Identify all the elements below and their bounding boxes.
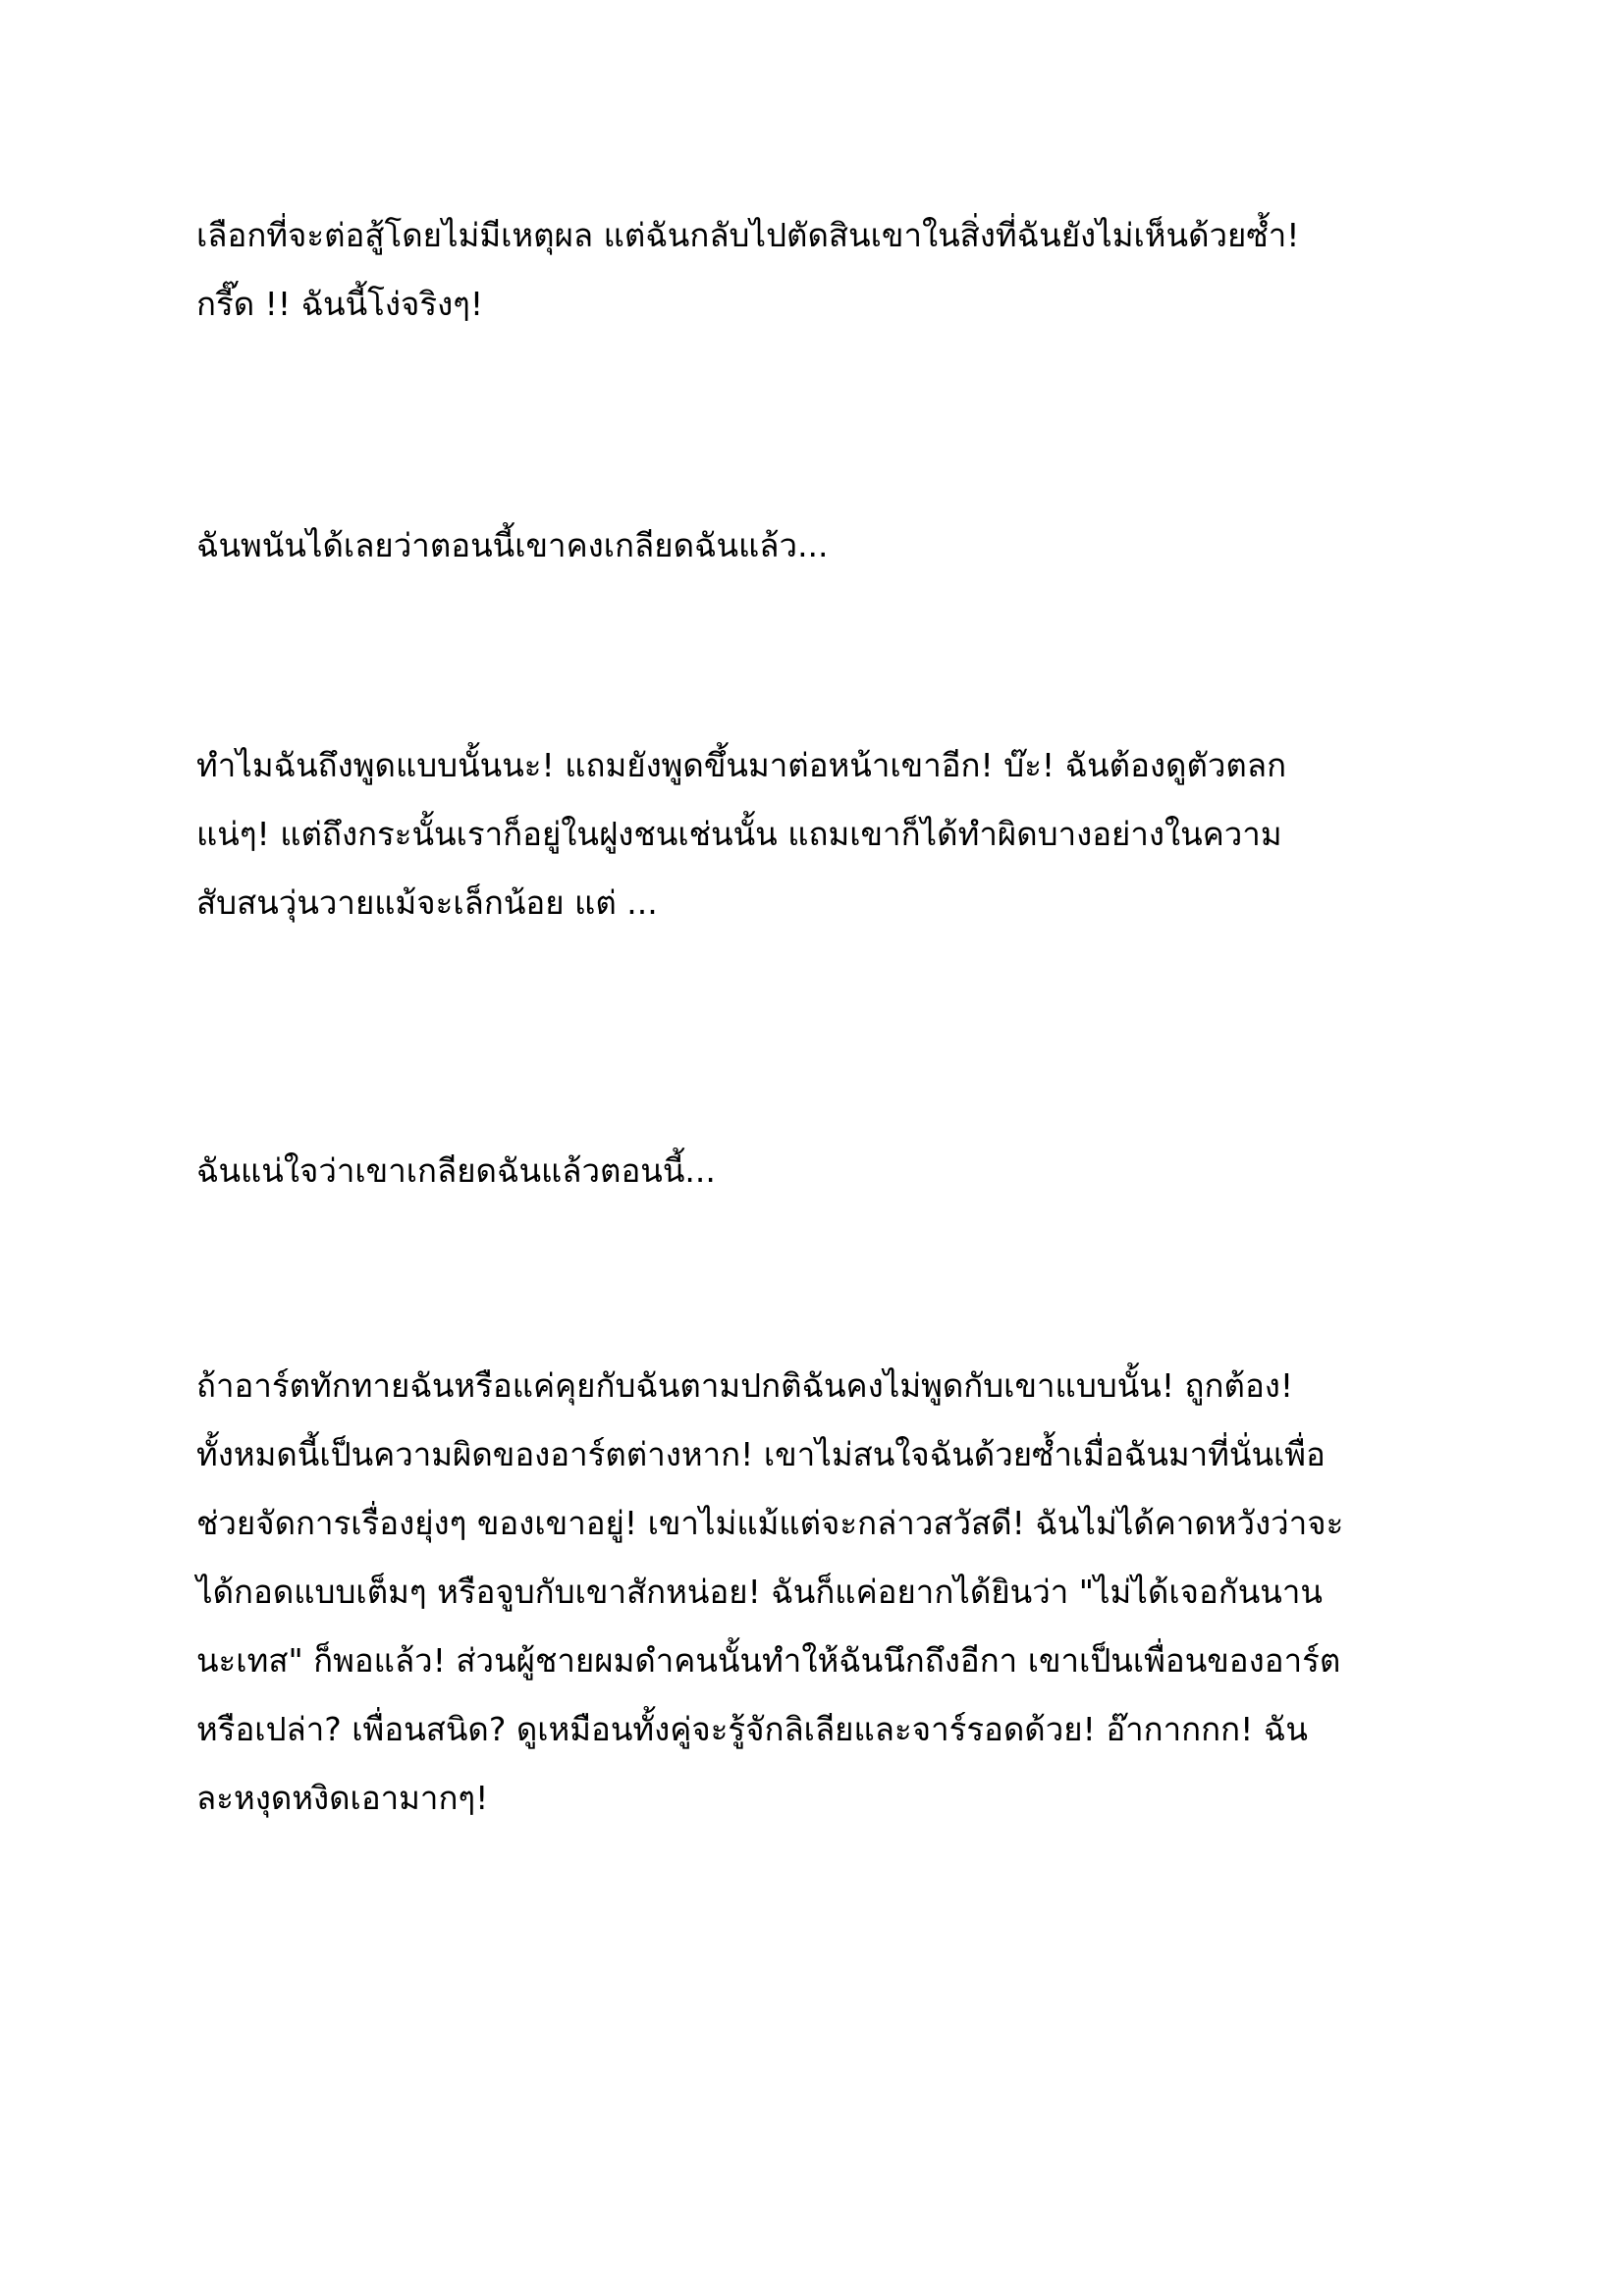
paragraph-line: ทำไมฉันถึงพูดแบบนั้นนะ! แถมยังพูดขึ้นมาต่อหน้าเขาอีก! บ๊ะ! ฉันต้องดูตัวตลก — [196, 746, 1287, 784]
paragraph-line: เลือกที่จะต่อสู้โดยไม่มีเหตุผล แต่ฉันกลับไปตัดสินเขาในสิ่งที่ฉันยังไม่เห็นด้วยซ้ำ! — [196, 216, 1300, 254]
paragraph-4 — [196, 1137, 1463, 1205]
paragraph-line: สับสนวุ่นวายแม้จะเล็กน้อย แต่ ... — [196, 883, 658, 922]
paragraph-line: ละหงุดหงิดเอามากๆ! — [196, 1779, 489, 1817]
paragraph-line: แน่ๆ! แต่ถึงกระนั้นเราก็อยู่ในฝูงชนเช่นนั้น แถมเขาก็ได้ทำผิดบางอย่างในความ — [196, 815, 1282, 853]
paragraph-line: ถ้าอาร์ตทักทายฉันหรือแค่คุยกับฉันตามปกติฉันคงไม่พูดกับเขาแบบนั้น! ถูกต้อง! — [196, 1366, 1294, 1405]
paragraph-5 — [196, 1352, 1463, 1833]
paragraph-line: ช่วยจัดการเรื่องยุ่งๆ ของเขาอยู่! เขาไม่แม้แต่จะกล่าวสวัสดี! ฉันไม่ได้คาดหวังว่าจะ — [196, 1504, 1344, 1542]
paragraph-line: ได้กอดแบบเต็มๆ หรือจูบกับเขาสักหน่อย! ฉันก็แค่อยากได้ยินว่า "ไม่ได้เจอกันนาน — [196, 1573, 1323, 1611]
paragraph-line: กรี๊ด !! ฉันนี้โง่จริงๆ! — [196, 285, 484, 323]
paragraph-line: ฉันแน่ใจว่าเขาเกลียดฉันแล้วตอนนี้... — [196, 1151, 716, 1190]
paragraph-1 — [196, 201, 1463, 339]
paragraph-line: หรือเปล่า? เพื่อนสนิด? ดูเหมือนทั้งคู่จะรู้จักลิเลียและจาร์รอดด้วย! อ๊ากากกก! ฉัน — [196, 1710, 1308, 1748]
paragraph-2 — [196, 511, 1463, 580]
paragraph-line: ทั้งหมดนี้เป็นความผิดของอาร์ตต่างหาก! เขาไม่สนใจฉันด้วยซ้ำเมื่อฉันมาที่นั่นเพื่อ — [196, 1435, 1326, 1473]
paragraph-line: นะเทส" ก็พอแล้ว! ส่วนผู้ชายผมดำคนนั้นทำให้ฉันนึกถึงอีกา เขาเป็นเพื่อนของอาร์ต — [196, 1641, 1341, 1680]
paragraph-line: ฉันพนันได้เลยว่าตอนนี้เขาคงเกลียดฉันแล้ว... — [196, 526, 829, 564]
paragraph-3 — [196, 731, 1463, 937]
